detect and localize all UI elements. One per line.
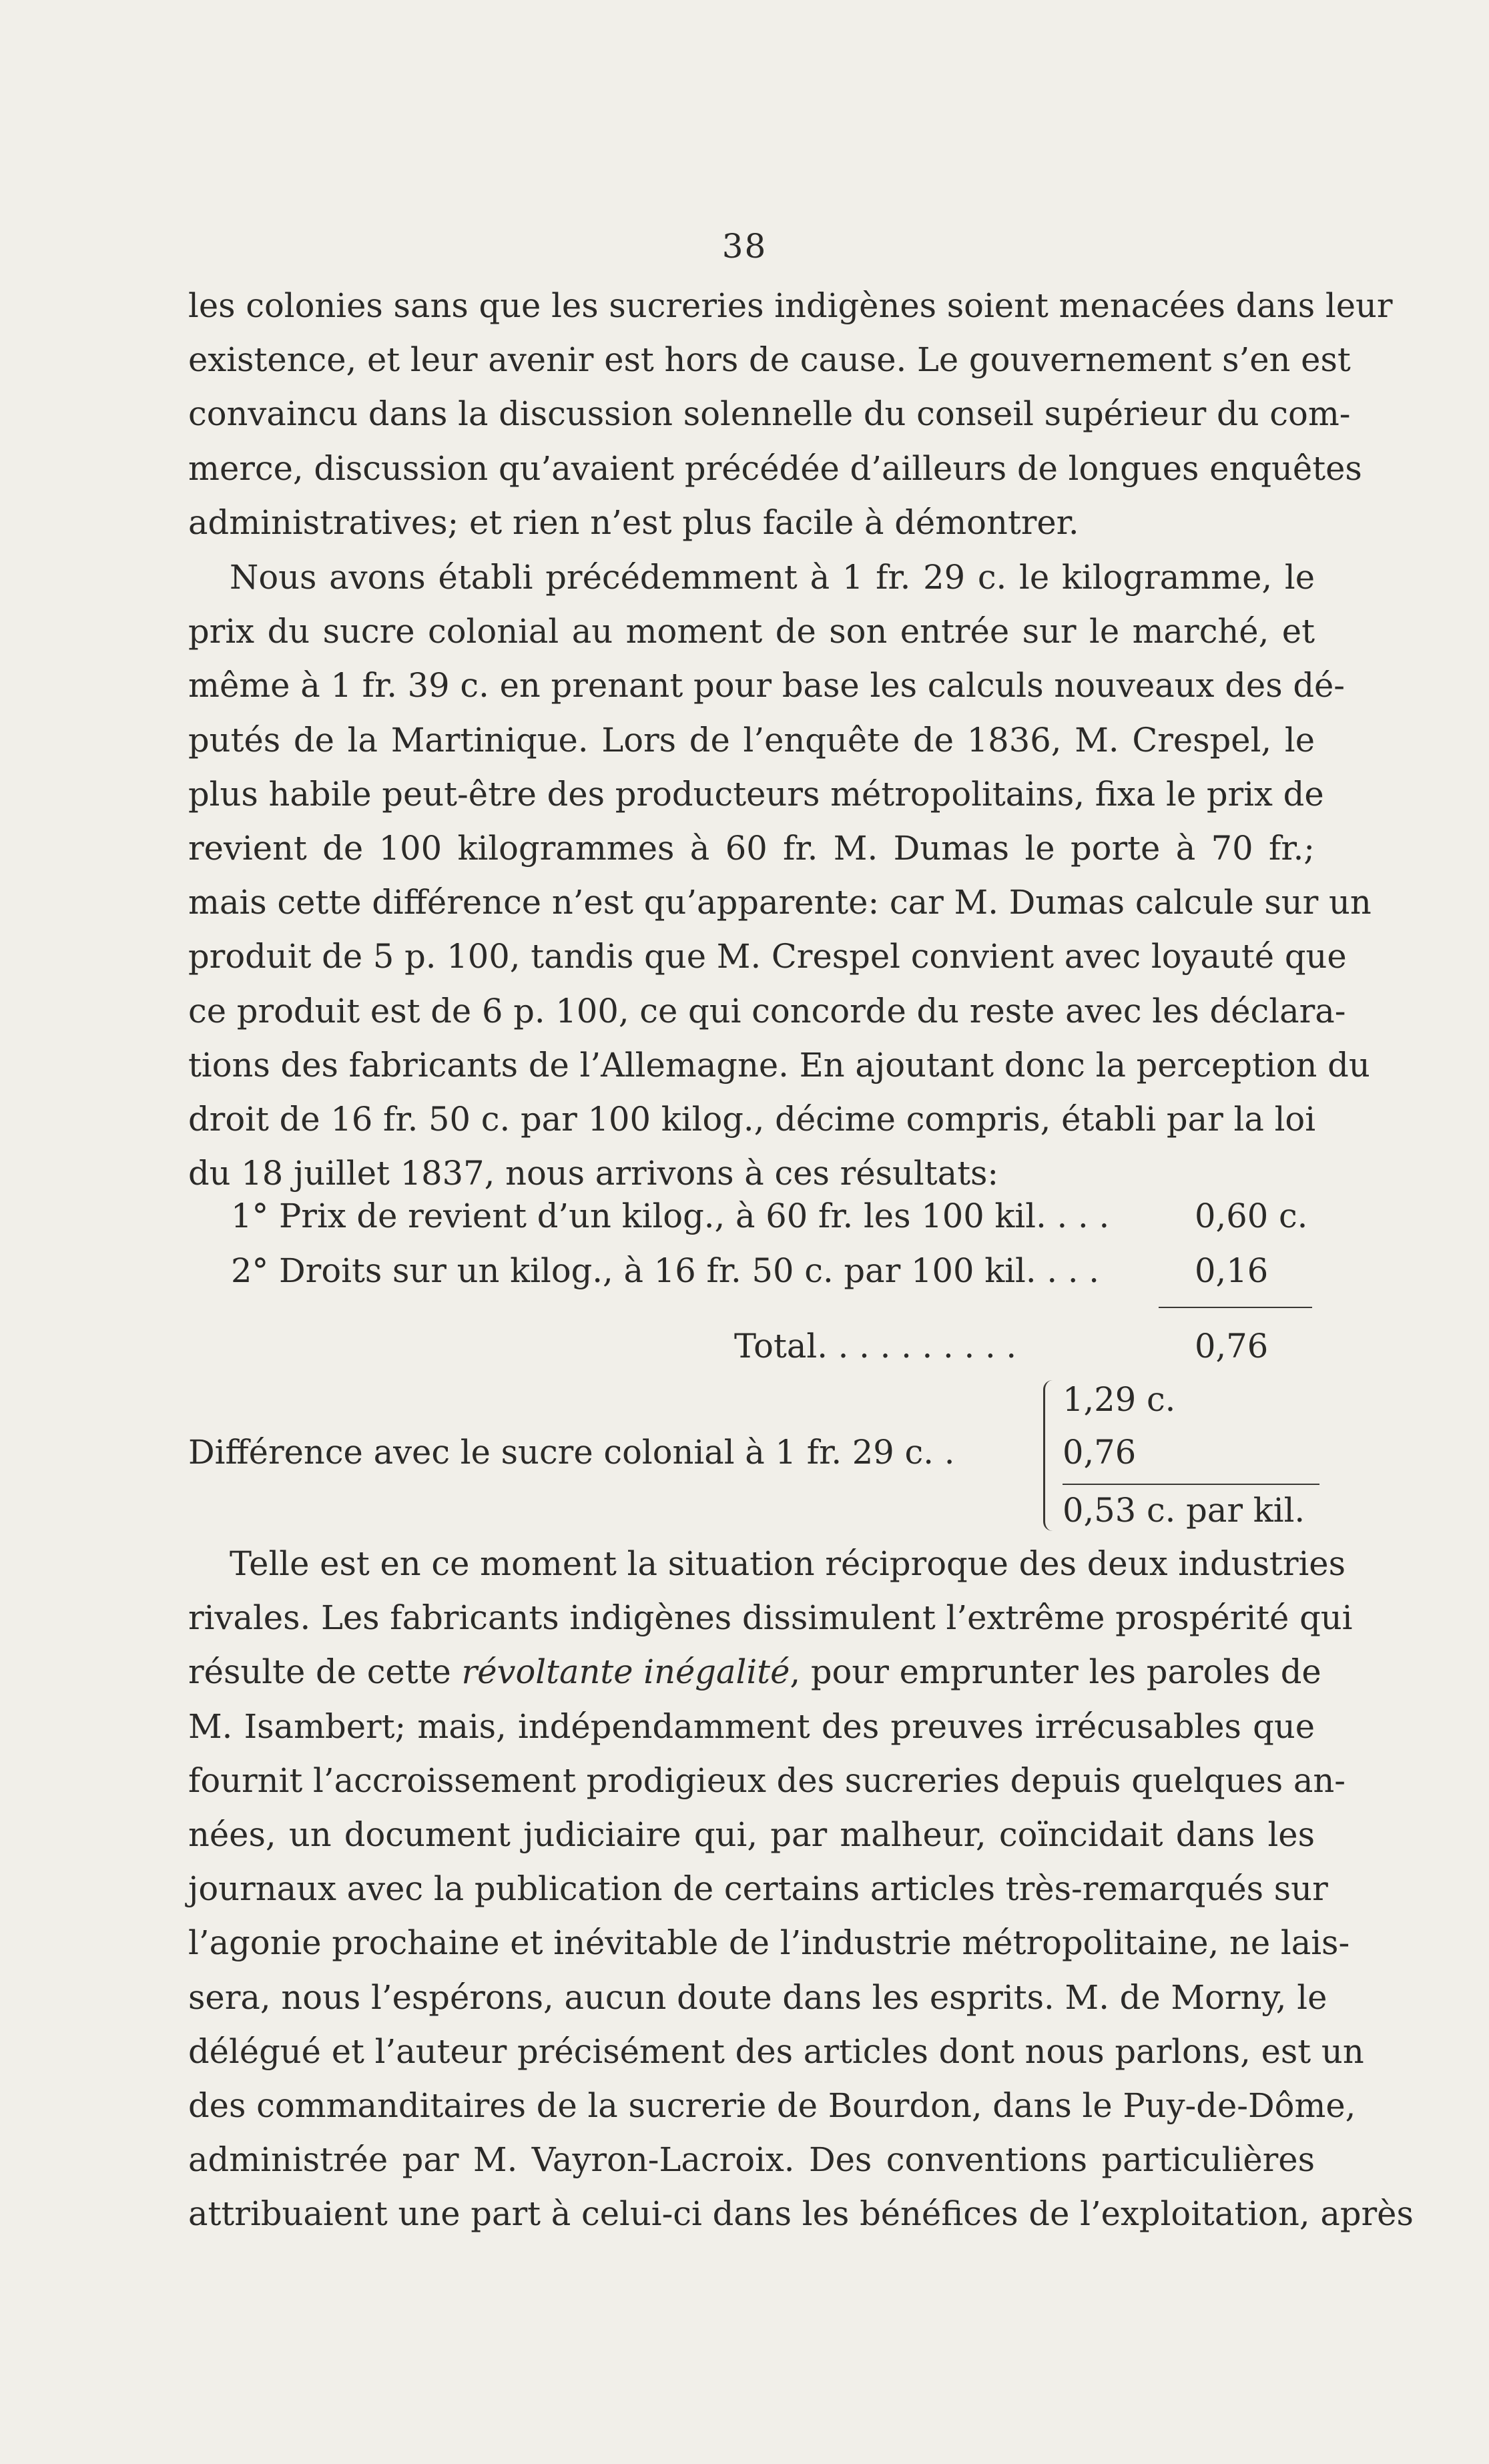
text-line: nées, un document judiciaire qui, par malheur, coïncidait dans les [188,1815,1315,1855]
difference-label: Différence avec le sucre colonial à 1 fr. 29 c. . [188,1433,955,1472]
row1-label: 1° Prix de revient d’un kilog., à 60 fr. les 100 kil. . . . [231,1197,1110,1235]
row2-value: 0,16 [1195,1251,1269,1290]
text-line: putés de la Martinique. Lors de l’enquête de 1836, M. Crespel, le [188,720,1315,759]
text-line: ce produit est de 6 p. 100, ce qui concorde du reste avec les déclara- [188,991,1346,1030]
difference-value-2: 0,76 [1063,1433,1137,1472]
row1-value: 0,60 c. [1195,1197,1308,1235]
difference-rule [1063,1484,1319,1485]
page-number: 38 [721,227,768,266]
text-line: mais cette différence n’est qu’apparente: car M. Dumas calcule sur un [188,883,1372,922]
text-line [188,1645,1321,1699]
total-label: Total. . . . . . . . . . [734,1327,1017,1365]
text-line: droit de 16 fr. 50 c. par 100 kilog., décime compris, établi par la loi [188,1100,1316,1139]
difference-value-1: 1,29 c. [1063,1380,1176,1419]
text-line: existence, et leur avenir est hors de cause. Le gouvernement s’en est [188,340,1351,380]
brace [1043,1380,1057,1531]
text-line: délégué et l’auteur précisément des articles dont nous parlons, est un [188,2032,1364,2071]
text-line: les colonies sans que les sucreries indigènes soient menacées dans leur [188,286,1393,325]
text-line: administrée par M. Vayron-Lacroix. Des conventions particulières [188,2140,1315,2180]
text-line: produit de 5 p. 100, tandis que M. Crespel convient avec loyauté que [188,937,1347,976]
text-line: merce, discussion qu’avaient précédée d’ailleurs de longues enquêtes [188,448,1362,488]
text-line: l’agonie prochaine et inévitable de l’industrie métropolitaine, ne lais- [188,1923,1350,1963]
text-line: sera, nous l’espérons, aucun doute dans les esprits. M. de Morny, le [188,1977,1327,2017]
difference-value-3: 0,53 c. par kil. [1063,1491,1305,1530]
text-line: Telle est en ce moment la situation réciproque des deux industries [230,1544,1346,1583]
text-line: attribuaient une part à celui-ci dans les bénéfices de l’exploitation, après [188,2194,1414,2234]
italic-phrase: révoltante inégalité [461,1652,790,1692]
text-line: fournit l’accroissement prodigieux des sucreries depuis quelques an- [188,1761,1346,1800]
sum-rule [1159,1307,1312,1308]
text-line: tions des fabricants de l’Allemagne. En ajoutant donc la perception du [188,1045,1370,1085]
text-fragment: résulte de cette [188,1652,462,1692]
text-line: journaux avec la publication de certains articles très-remarqués sur [188,1869,1328,1909]
total-value: 0,76 [1195,1327,1269,1365]
text-fragment: , pour emprunter les paroles de [790,1652,1321,1692]
text-line: même à 1 fr. 39 c. en prenant pour base les calculs nouveaux des dé- [188,666,1346,705]
text-line: revient de 100 kilogrammes à 60 fr. M. Dumas le porte à 70 fr.; [188,829,1315,868]
text-line: M. Isambert; mais, indépendamment des preuves irrécusables que [188,1707,1315,1746]
paragraph-3 [188,1537,1414,2242]
text-line: rivales. Les fabricants indigènes dissimulent l’extrême prospérité qui [188,1598,1353,1638]
text-line: du 18 juillet 1837, nous arrivons à ces résultats: [188,1154,999,1193]
text-line: des commanditaires de la sucrerie de Bourdon, dans le Puy-de-Dôme, [188,2086,1356,2126]
text-line: plus habile peut-être des producteurs métropolitains, fixa le prix de [188,774,1324,814]
text-line: Nous avons établi précédemment à 1 fr. 29 c. le kilogramme, le [230,558,1315,597]
text-line: administratives; et rien n’est plus facile à démontrer. [188,503,1079,542]
row2-label: 2° Droits sur un kilog., à 16 fr. 50 c. par 100 kil. . . . [231,1251,1100,1290]
text-line: convaincu dans la discussion solennelle du conseil supérieur du com- [188,394,1351,434]
text-line: prix du sucre colonial au moment de son entrée sur le marché, et [188,612,1315,651]
